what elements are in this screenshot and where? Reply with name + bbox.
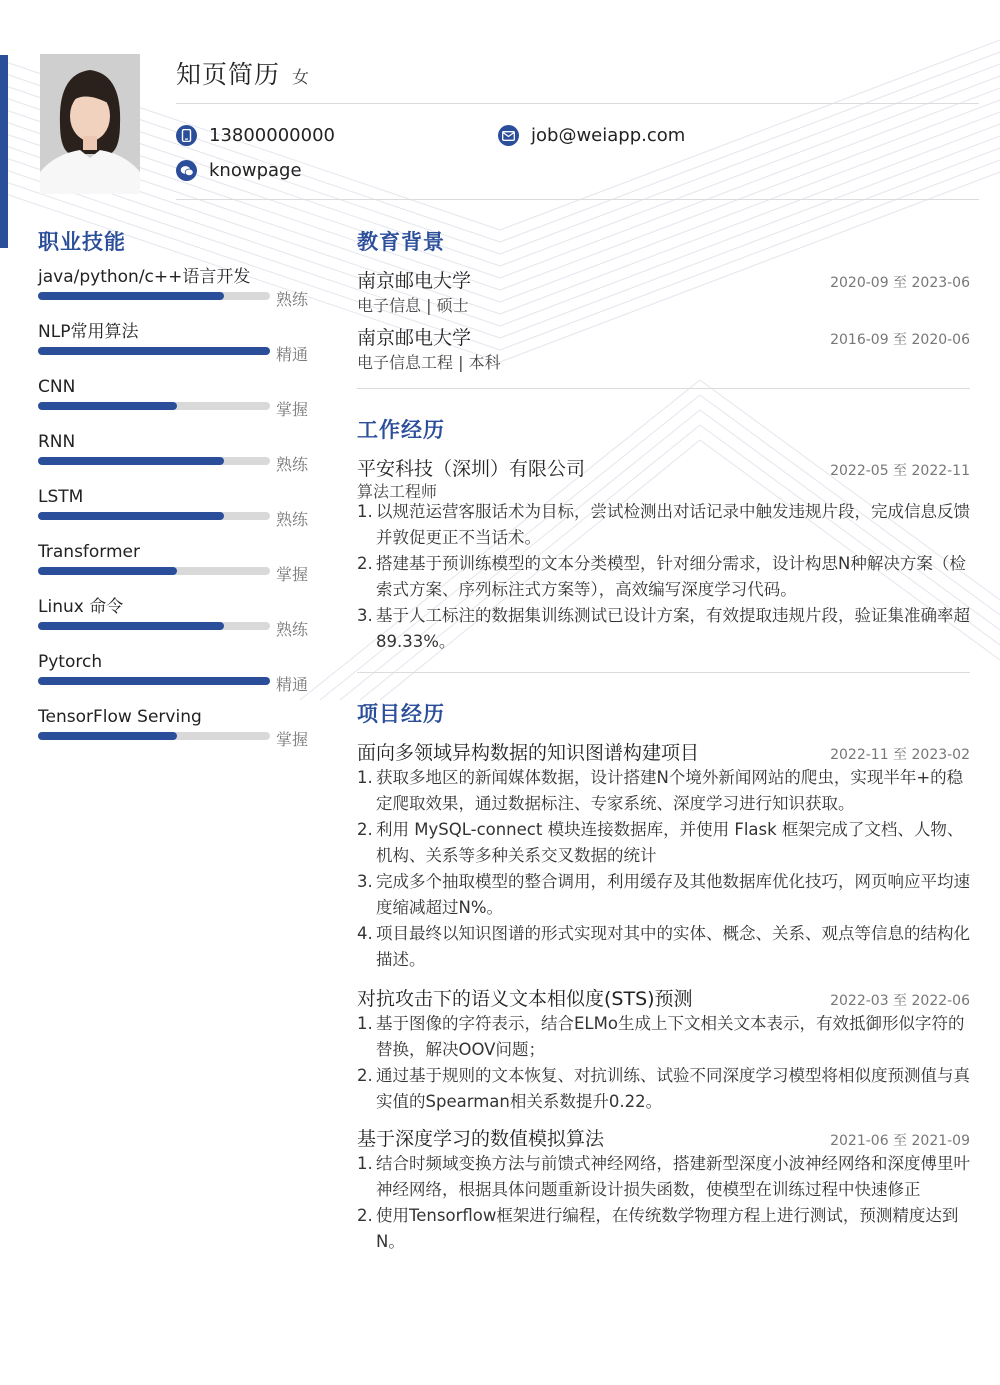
education-entry	[357, 266, 970, 293]
wechat-id: knowpage	[209, 160, 302, 181]
education-divider	[357, 388, 970, 389]
skill-level: 熟练	[276, 510, 309, 529]
skill-track	[38, 402, 270, 410]
skill-track	[38, 567, 270, 575]
skill-track	[38, 732, 270, 740]
project-date: 2022-03 至 2022-06	[830, 993, 970, 1009]
education-detail: 电子信息工程 | 本科	[357, 353, 501, 372]
email-icon	[498, 125, 519, 146]
contact-divider	[176, 199, 979, 200]
skill-fill	[38, 512, 224, 520]
skill-item	[38, 652, 314, 694]
skill-item	[38, 267, 314, 309]
skill-track	[38, 512, 270, 520]
skill-item	[38, 377, 314, 419]
work-title: 工作经历	[357, 418, 445, 442]
skill-name: Linux 命令	[38, 597, 124, 617]
project-name: 基于深度学习的数值模拟算法	[357, 1128, 605, 1150]
education-title: 教育背景	[357, 230, 445, 254]
candidate-gender: 女	[292, 68, 310, 88]
phone-number: 13800000000	[209, 125, 335, 146]
list-item: 4. 项目最终以知识图谱的形式实现对其中的实体、概念、关系、观点等信息的结构化描述。	[357, 924, 970, 969]
list-item: 3. 完成多个抽取模型的整合调用，利用缓存及其他数据库优化技巧，网页响应平均速度缩减超过N%。	[357, 872, 970, 917]
skill-track	[38, 347, 270, 355]
education-date: 2020-09 至 2023-06	[830, 275, 970, 291]
skill-level: 熟练	[276, 290, 309, 309]
project-date: 2022-11 至 2023-02	[830, 747, 970, 763]
skill-fill	[38, 732, 177, 740]
project-entry	[357, 984, 970, 1011]
skill-level: 精通	[276, 345, 309, 364]
skill-name: TensorFlow Serving	[38, 707, 202, 727]
skill-fill	[38, 677, 270, 685]
education-entry	[357, 323, 970, 350]
education-detail: 电子信息 | 硕士	[357, 296, 469, 315]
skill-fill	[38, 622, 224, 630]
skill-level: 熟练	[276, 620, 309, 639]
skill-fill	[38, 402, 177, 410]
list-item: 1. 获取多地区的新闻媒体数据，设计搭建N个境外新闻网站的爬虫，实现半年+的稳定爬取效果，通过数据标注、专家系统、深度学习进行知识获取。	[357, 768, 964, 813]
skill-name: LSTM	[38, 487, 84, 507]
work-points	[357, 499, 970, 655]
project-points	[357, 1011, 970, 1115]
school-name: 南京邮电大学	[357, 270, 472, 292]
skill-track	[38, 457, 270, 465]
list-item: 1. 基于图像的字符表示，结合ELMo生成上下文相关文本表示，有效抵御形似字符的替换，解决OOV问题；	[357, 1014, 965, 1059]
wechat-icon	[176, 160, 197, 181]
skill-item	[38, 707, 314, 749]
skills-title: 职业技能	[38, 230, 126, 254]
school-name: 南京邮电大学	[357, 327, 472, 349]
skill-track	[38, 622, 270, 630]
skill-level: 熟练	[276, 455, 309, 474]
skill-track	[38, 292, 270, 300]
skill-item	[38, 432, 314, 474]
project-name: 面向多领域异构数据的知识图谱构建项目	[357, 742, 700, 764]
header-divider	[176, 103, 979, 104]
skill-fill	[38, 347, 270, 355]
work-divider	[357, 672, 970, 673]
phone-contact	[176, 125, 335, 146]
project-points	[357, 1151, 970, 1255]
skill-level: 掌握	[276, 400, 309, 419]
skill-fill	[38, 292, 224, 300]
skill-level: 掌握	[276, 730, 309, 749]
list-item: 1. 结合时频域变换方法与前馈式神经网络，搭建新型深度小波神经网络和深度傅里叶神经网络，根据具体问题重新设计损失函数，使模型在训练过程中快速修正	[357, 1154, 970, 1199]
email-address: job@weiapp.com	[531, 125, 686, 146]
email-contact	[498, 125, 685, 146]
projects-title: 项目经历	[357, 702, 445, 726]
skill-item	[38, 322, 314, 364]
phone-icon	[176, 125, 197, 146]
project-points	[357, 765, 970, 973]
name-row	[176, 55, 309, 91]
skill-fill	[38, 567, 177, 575]
skill-track	[38, 677, 270, 685]
list-item: 2. 搭建基于预训练模型的文本分类模型，针对细分需求，设计构思N种解决方案（检索式方案、序列标注式方案等），高效编写深度学习代码。	[357, 554, 966, 599]
list-item: 2. 利用 MySQL-connect 模块连接数据库，并使用 Flask 框架完成了文档、人物、机构、关系等多种关系交叉数据的统计	[357, 820, 964, 865]
candidate-name: 知页简历	[176, 60, 281, 89]
project-date: 2021-06 至 2021-09	[830, 1133, 970, 1149]
wechat-contact	[176, 160, 302, 181]
project-entry	[357, 1124, 970, 1151]
list-item: 2. 通过基于规则的文本恢复、对抗训练、试验不同深度学习模型将相似度预测值与真实值的Spearman相关系数提升0.22。	[357, 1066, 970, 1111]
skill-item	[38, 597, 314, 639]
list-item: 2. 使用Tensorflow框架进行编程，在传统数学物理方程上进行测试，预测精度达到N。	[357, 1206, 959, 1251]
education-date: 2016-09 至 2020-06	[830, 332, 970, 348]
skill-name: Pytorch	[38, 652, 103, 672]
skill-name: NLP常用算法	[38, 322, 139, 342]
skill-name: Transformer	[38, 542, 141, 562]
skill-name: RNN	[38, 432, 76, 452]
list-item: 1. 以规范运营客服话术为目标，尝试检测出对话记录中触发违规片段，完成信息反馈并敦促更正不当话术。	[357, 502, 970, 547]
skill-level: 掌握	[276, 565, 309, 584]
project-entry	[357, 738, 970, 765]
project-name: 对抗攻击下的语义文本相似度(STS)预测	[357, 988, 693, 1010]
skill-level: 精通	[276, 675, 309, 694]
skill-item	[38, 487, 314, 529]
work-date: 2022-05 至 2022-11	[830, 463, 970, 479]
skill-fill	[38, 457, 224, 465]
skill-name: CNN	[38, 377, 76, 397]
accent-bar	[0, 55, 8, 248]
skill-item	[38, 542, 314, 584]
profile-photo	[40, 54, 140, 194]
company-name: 平安科技（深圳）有限公司	[357, 458, 586, 480]
skill-name: java/python/c++语言开发	[38, 267, 251, 287]
avatar-icon	[40, 54, 140, 194]
work-entry	[357, 454, 970, 481]
job-role: 算法工程师	[357, 482, 438, 501]
list-item: 3. 基于人工标注的数据集训练测试已设计方案，有效提取违规片段，验证集准确率超89.33%。	[357, 606, 970, 651]
